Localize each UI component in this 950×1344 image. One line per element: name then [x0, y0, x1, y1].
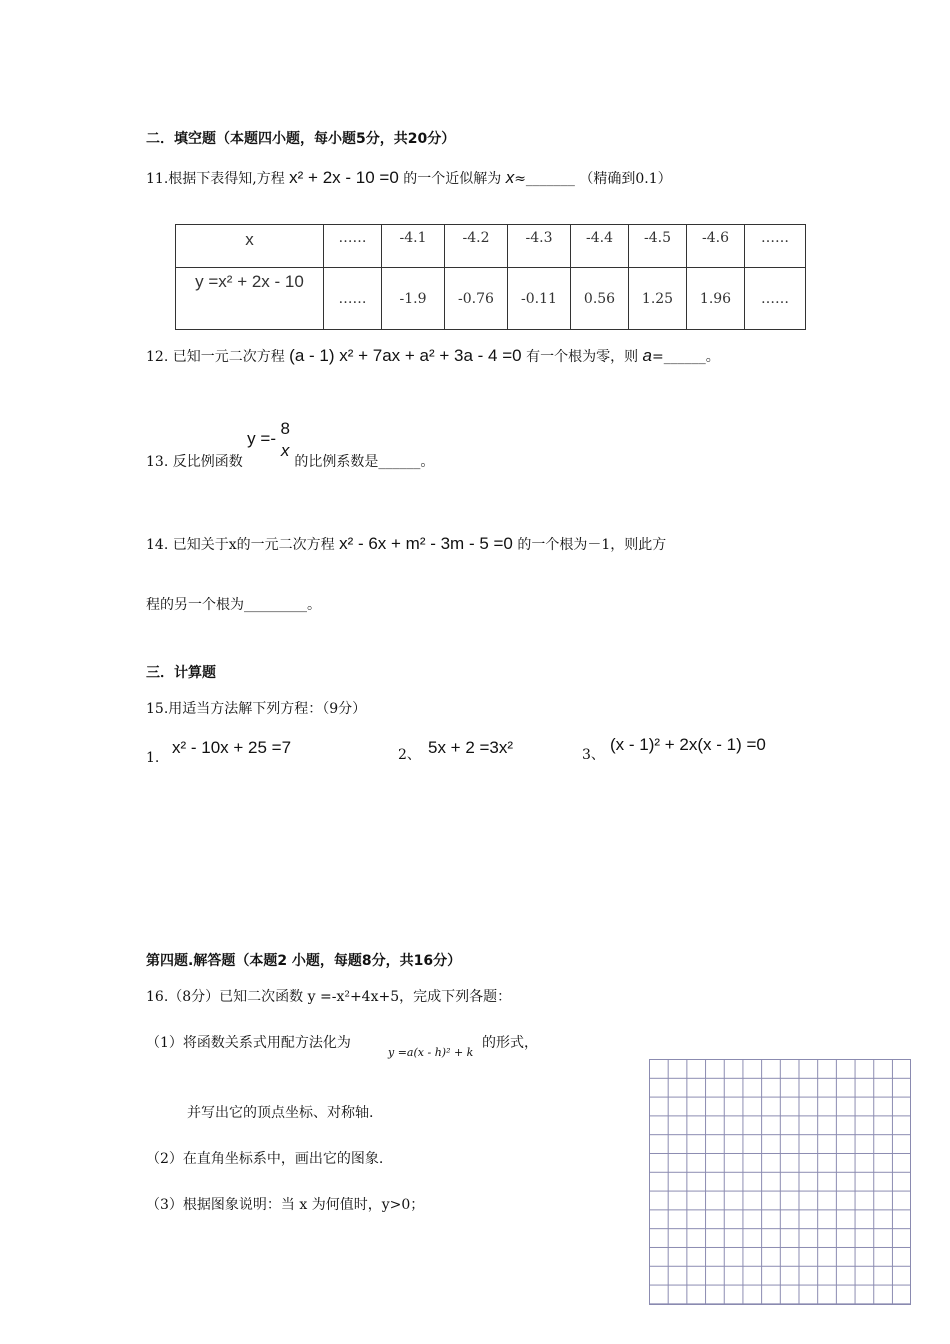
table-cell: …… [745, 268, 806, 330]
q16-s1-equation: y =a(x - h)² + k [388, 1046, 474, 1059]
q11-suffix: （精确到0.1） [579, 171, 672, 187]
question-13 [146, 418, 435, 470]
q13-prefix: 13. 反比例函数 [146, 454, 243, 470]
question-12 [146, 346, 720, 366]
q15-p1-label: 1. [146, 750, 160, 766]
q14-prefix: 14. 已知关于x的一元二次方程 [146, 537, 335, 553]
section2-title: 二．填空题（本题四小题，每小题5分，共20分） [146, 131, 456, 147]
q16-title: 16.（8分）已知二次函数 y =-x²+4x+5，完成下列各题： [146, 989, 512, 1005]
table-cell: -0.76 [445, 268, 508, 330]
fraction-numerator: 8 [280, 419, 290, 438]
q15-p2-label: 2、 [398, 747, 421, 763]
q12-prefix: 12. 已知一元二次方程 [146, 349, 285, 365]
q15-p2-equation: 5x + 2 =3x² [428, 738, 514, 757]
table-cell: …… [324, 268, 382, 330]
table-cell: …… [324, 225, 382, 268]
q13-fraction [280, 418, 289, 462]
table-cell: …… [745, 225, 806, 268]
table-cell: -1.9 [382, 268, 445, 330]
graph-grid [649, 1059, 911, 1305]
table-cell: -4.3 [508, 225, 571, 268]
q11-prefix: 11.根据下表得知,方程 [146, 171, 285, 187]
table-cell: -4.6 [687, 225, 745, 268]
q16-s1b: 并写出它的顶点坐标、对称轴. [187, 1105, 374, 1121]
table-row-y [176, 268, 806, 330]
q12-blank: =______。 [652, 349, 720, 365]
q11-blank: ≈_______ [514, 171, 575, 187]
q12-equation: (a - 1) x² + 7ax + a² + 3a - 4 =0 [289, 346, 522, 365]
q11-var: x [505, 168, 515, 187]
question-11 [146, 168, 672, 188]
table-cell: -4.4 [571, 225, 629, 268]
table-row-x [176, 225, 806, 268]
q15-title: 15.用适当方法解下列方程：（9分） [146, 701, 367, 717]
q16-s1: （1）将函数关系式用配方法化为 [146, 1035, 351, 1051]
table-cell: 1.25 [629, 268, 687, 330]
q13-equation: y =- [247, 429, 276, 448]
q12-var: a [642, 346, 652, 365]
q15-p3-equation: (x - 1)² + 2x(x - 1) =0 [610, 735, 766, 754]
q11-equation: x² + 2x - 10 =0 [289, 168, 399, 187]
table-cell: x [176, 225, 324, 268]
q11-mid: 的一个近似解为 [403, 171, 502, 187]
q14-line2: 程的另一个根为_________。 [146, 597, 321, 613]
q14-equation: x² - 6x + m² - 3m - 5 =0 [339, 534, 513, 553]
table-cell: -0.11 [508, 268, 571, 330]
table-cell: -4.5 [629, 225, 687, 268]
q15-p1-equation: x² - 10x + 25 =7 [172, 738, 292, 757]
table-cell: 0.56 [571, 268, 629, 330]
table-cell: y =x² + 2x - 10 [176, 268, 324, 330]
q16-s2: （2）在直角坐标系中，画出它的图象. [146, 1151, 384, 1167]
q16-s1-suffix: 的形式， [482, 1035, 538, 1051]
q14-suffix: 的一个根为－1，则此方 [517, 537, 667, 553]
table-cell: -4.2 [445, 225, 508, 268]
table-cell: 1.96 [687, 268, 745, 330]
table-cell: -4.1 [382, 225, 445, 268]
q15-p3-label: 3、 [582, 747, 605, 763]
value-table [175, 224, 806, 330]
section3-title: 三．计算题 [146, 665, 216, 681]
section4-title: 第四题.解答题（本题2 小题，每题8分，共16分） [146, 953, 462, 969]
q13-suffix: 的比例系数是______。 [294, 454, 435, 470]
q16-s3: （3）根据图象说明：当 x 为何值时，y>0； [146, 1197, 425, 1213]
fraction-denominator: x [280, 441, 290, 460]
q12-mid: 有一个根为零，则 [526, 349, 639, 365]
question-14 [146, 534, 666, 554]
